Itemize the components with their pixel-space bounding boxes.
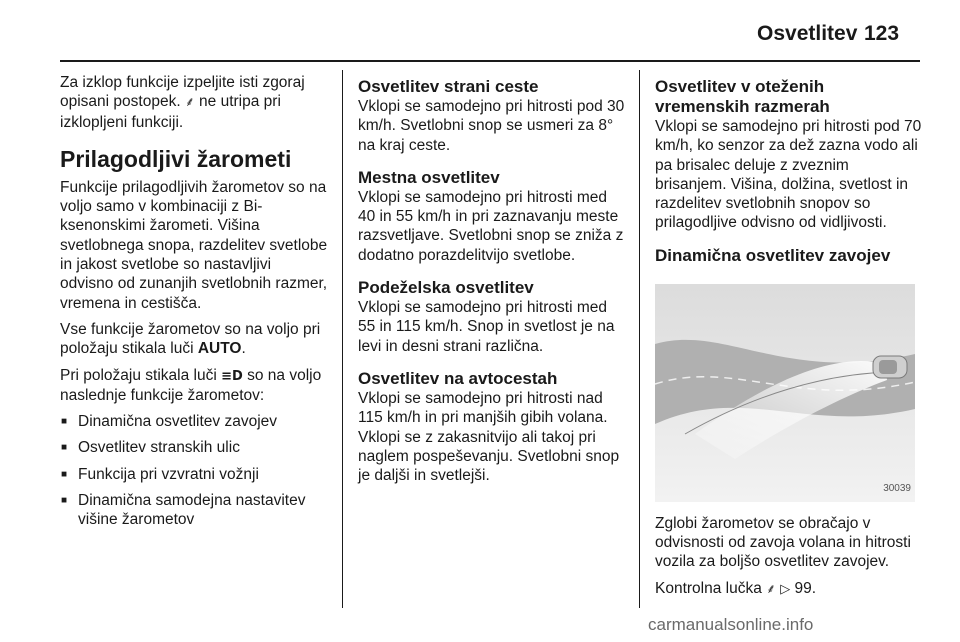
list-item: ■ Dinamična osvetlitev zavojev [60, 412, 328, 431]
low-beam-paragraph: Pri položaju stikala luči ≡D so na voljo naslednje funkcije žarometov: [60, 366, 322, 404]
column-left [60, 73, 328, 537]
section-heading-adverse-weather: Osvetlitev v oteženih vremenskih razmerah [655, 77, 830, 116]
adverse-weather-text: Vklopi se samodejno pri hitrosti pod 70 km/h, ko senzor za dež zazna vodo ali pa brisalec deluje z zveznim brisanjem. Višina, dolžina, svetlost in razdelitev svetlobnih snopov so prilagodljive odvisno od vidljivosti. [655, 118, 922, 232]
car-icon [873, 356, 907, 378]
intro-paragraph: Za izklop funkcije izpeljite isti zgoraj opisani postopek. ⸙ ne utripa pri izklopljeni funkciji. [60, 74, 305, 131]
section-heading-motorway-lighting: Osvetlitev na avtocestah [358, 368, 558, 388]
list-item: ■ Osvetlitev stranskih ulic [60, 438, 328, 457]
section-heading-side-lighting: Osvetlitev strani ceste [358, 77, 539, 96]
page-reference-link[interactable]: 99. [794, 579, 817, 597]
side-lighting-text: Vklopi se samodejno pri hitrosti pod 30 km/h. Svetlobni snop se usmeri za 8° na kraj ceste. [358, 98, 625, 154]
page-reference-arrow-icon: ▷ [780, 581, 791, 597]
column-divider-left [342, 70, 343, 608]
adaptive-description: Funkcije prilagodljivih žarometov so na voljo samo v kombinaciji z Bi-ksenonskimi žarometi. Višina svetlobnega snopa, razdelitev svetlobe in jakost svetlobe so nastavljivi odvisno od zunanjih svetlobnih razmer, vremena in cestišča. [60, 178, 328, 312]
column-right [655, 73, 923, 606]
town-lighting-text: Vklopi se samodejno pri hitrosti med 40 in 55 km/h in pri zaznavanju meste razsvetljave. Svetlobni snop se zniža z dodatno porazdelitvijo svetlobe. [358, 188, 624, 264]
road-illustration-svg [655, 284, 915, 502]
auto-position-paragraph: Vse funkcije žarometov so na voljo pri položaju stikala luči AUTO. [60, 320, 321, 358]
motorway-lighting-text: Vklopi se samodejno pri hitrosti nad 115 km/h in pri manjših gibih volana. Vklopi se z zakasnitvijo ali takoj pri naglem pospeševanju. Svetlobni snop je daljši in svetlejši. [358, 389, 620, 485]
page-number: 123 [864, 22, 900, 45]
swivel-text: Zglobi žarometov se obračajo v odvisnosti od zavoja volana in hitrosti vozila za boljšo osvetlitev zavojev. [655, 514, 911, 571]
auto-keyword: AUTO [197, 340, 242, 358]
list-item: ■ Funkcija pri vzvratni vožnji [60, 465, 328, 484]
header-title: Osvetlitev [757, 22, 858, 45]
section-heading-adaptive-headlights: Prilagodljivi žarometi [60, 145, 292, 172]
low-beam-icon: ≡D [221, 368, 243, 384]
section-heading-cornering-light: Dinamična osvetlitev zavojev [655, 245, 891, 265]
column-divider-right [639, 70, 640, 608]
column-middle [358, 73, 626, 492]
function-list [60, 412, 328, 529]
header-rule [60, 60, 920, 62]
list-item: ■ Dinamična samodejna nastavitev višine žarometov [60, 491, 328, 530]
section-heading-country-lighting: Podeželska osvetlitev [358, 278, 534, 298]
cornering-light-illustration [655, 284, 915, 502]
adaptive-headlight-telltale-icon: ⸙ [184, 95, 195, 111]
adaptive-headlight-telltale-icon: ⸙ [766, 581, 776, 597]
watermark: carmanualsonline.info [648, 615, 814, 634]
telltale-reference: Kontrolna lučka ⸙ ▷ 99. [655, 579, 817, 597]
country-lighting-text: Vklopi se samodejno pri hitrosti med 55 in 115 km/h. Snop in svetlost je na levi in desni strani različna. [358, 299, 615, 355]
section-heading-town-lighting: Mestna osvetlitev [358, 167, 500, 187]
figure-code: 30039 [883, 483, 911, 495]
